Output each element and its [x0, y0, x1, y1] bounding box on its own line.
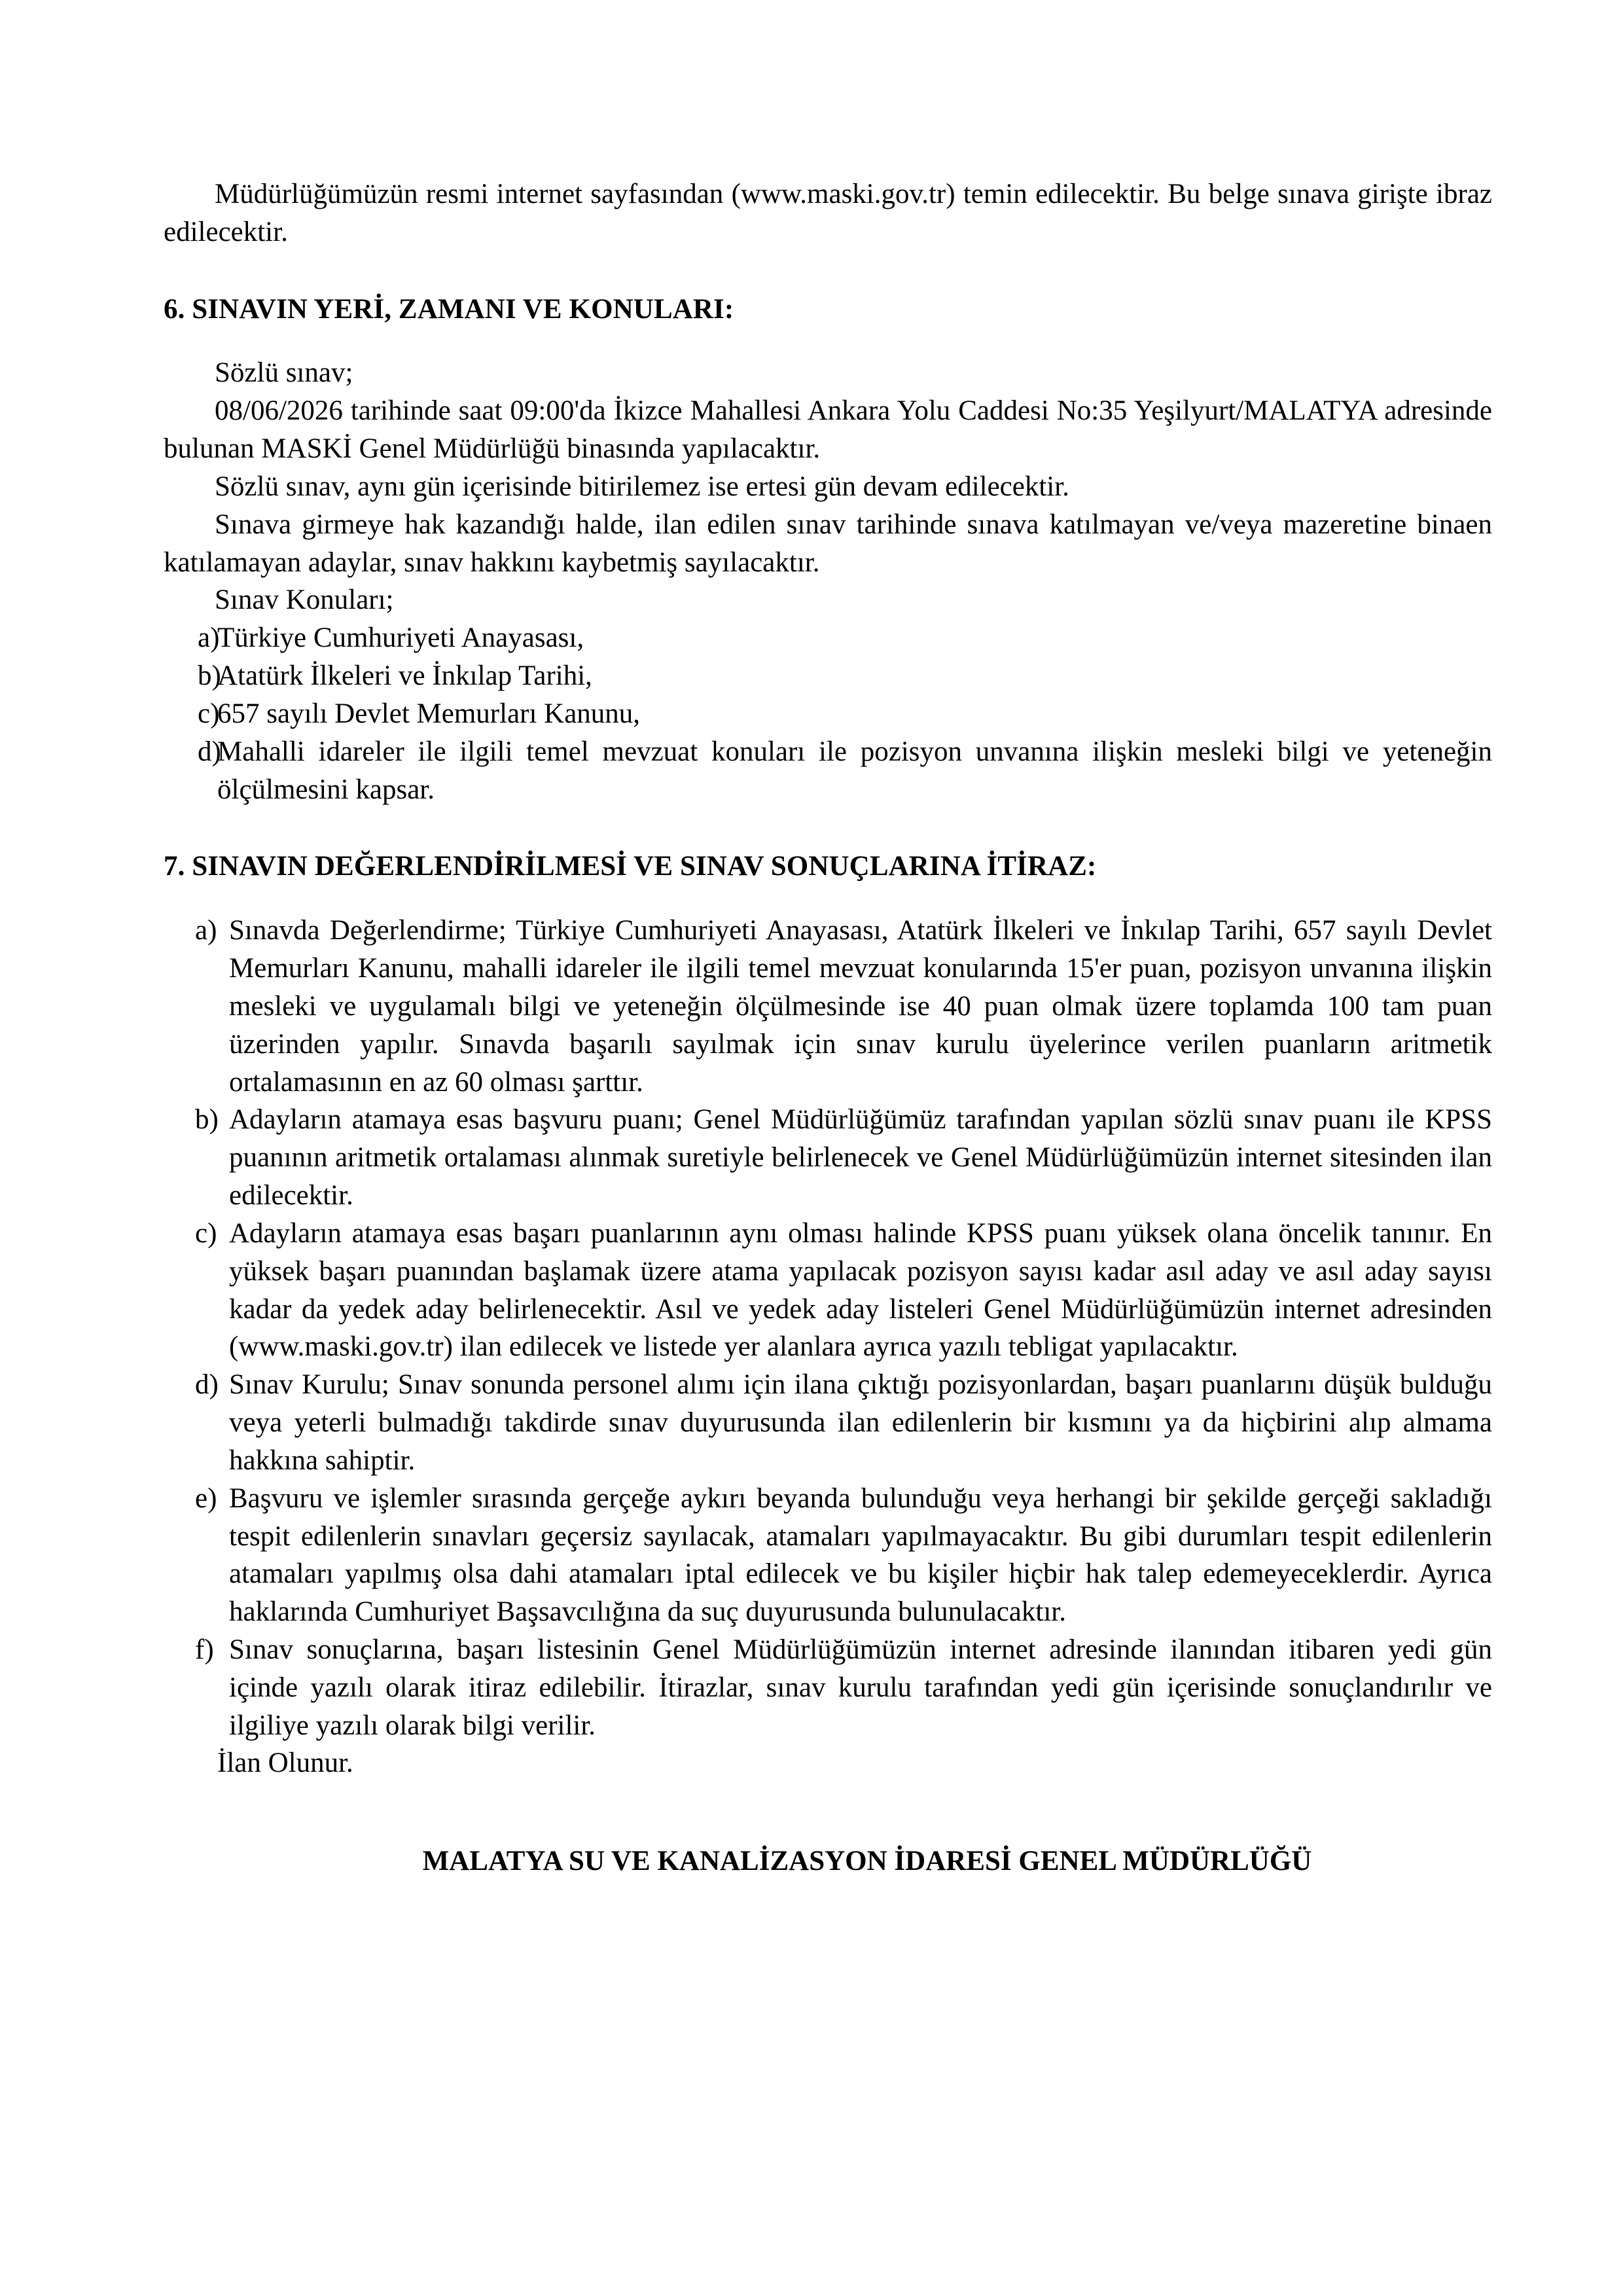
list-item — [164, 1101, 1492, 1214]
spacer — [164, 886, 1492, 912]
exam-datetime-paragraph: 08/06/2026 tarihinde saat 09:00'da İkizce Mahallesi Ankara Yolu Caddesi No:35 Yeşilyurt/MALATYA adresinde bulunan MASKİ Genel Müdürlüğü binasında yapılacaktır. — [164, 395, 1492, 465]
list-item-text: Sınavda Değerlendirme; Türkiye Cumhuriyeti Anayasası, Atatürk İlkeleri ve İnkılap Tarihi, 657 sayılı Devlet Memurları Kanunu, mahalli idareler ile ilgili temel mevzuat konularında 15'er puan, pozisyon unvanına ilişkin mesleki ve uygulamalı bilgi ve yeteneğin ölçülmesinde ise 40 puan olmak üzere toplamda 100 tam puan üzerinden yapılır. Sınavda başarılı sayılmak için sınav kurulu üyelerince verilen puanların aritmetik ortalamasının en az 60 olması şarttır. — [229, 915, 1492, 1098]
document-content — [164, 175, 1492, 1880]
list-item-text: Başvuru ve işlemler sırasında gerçeğe aykırı beyanda bulunduğu veya herhangi bir şekilde gerçeği sakladığı tespit edilenlerin sınavları geçersiz sayılacak, atamaları yapılmayacaktır. Bu gibi durumları tespit edilenlerin atamaları yapılmış olsa dahi atamaları iptal edilecek ve bu kişiler hiçbir hak talep edemeyeceklerdir. Ayrıca haklarında Cumhuriyet Başsavcılığına da suç duyurusunda bulunulacaktır. — [229, 1482, 1492, 1628]
list-item-text: 657 sayılı Devlet Memurları Kanunu, — [217, 698, 641, 729]
closing-statement: İlan Olunur. — [217, 1748, 353, 1779]
list-marker: b) — [195, 1104, 219, 1136]
list-marker: b) — [198, 660, 221, 692]
list-item — [164, 1631, 1492, 1744]
list-item — [164, 912, 1492, 1101]
spacer — [164, 328, 1492, 354]
exam-absence-paragraph: Sınava girmeye hak kazandığı halde, ilan edilen sınav tarihinde sınava katılmayan ve/veya mazeretine binaen katılamayan adaylar, sınav hakkını kaybetmiş sayılacaktır. — [164, 509, 1492, 578]
list-item — [164, 1215, 1492, 1366]
list-item — [164, 619, 1492, 657]
evaluation-items-list — [164, 912, 1492, 1744]
list-item — [164, 657, 1492, 695]
list-item-text: Adayların atamaya esas başarı puanlarının aynı olması halinde KPSS puanı yüksek olana öncelik tanınır. En yüksek başarı puanından başlamak üzere atama yapılacak pozisyon sayısı kadar asıl aday ve asıl aday sayısı kadar da yedek aday belirlenecektir. Asıl ve yedek aday listeleri Genel Müdürlüğümüzün internet adresinden (www.maski.gov.tr) ilan edilecek ve listede yer alanlara ayrıca yazılı tebligat yapılacaktır. — [229, 1217, 1492, 1363]
list-marker: a) — [198, 622, 220, 654]
list-marker: c) — [198, 698, 220, 729]
exam-topics-label: Sınav Konuları; — [215, 584, 394, 616]
list-marker: d) — [198, 736, 221, 767]
footer-organization: MALATYA SU VE KANALİZASYON İDARESİ GENEL MÜDÜRLÜĞÜ — [422, 1846, 1312, 1877]
list-item — [164, 733, 1492, 809]
section-7-heading-wrapper — [164, 848, 1492, 886]
list-item-text: Atatürk İlkeleri ve İnkılap Tarihi, — [217, 660, 592, 692]
exam-topics-list — [164, 619, 1492, 808]
list-item — [164, 1366, 1492, 1479]
list-item-text: Türkiye Cumhuriyeti Anayasası, — [217, 622, 584, 654]
intro-paragraph: Müdürlüğümüzün resmi internet sayfasından (www.maski.gov.tr) temin edilecektir. Bu belge sınava girişte ibraz edilecektir. — [164, 179, 1492, 247]
oral-exam-label: Sözlü sınav; — [215, 357, 353, 389]
section-6-heading-wrapper — [164, 291, 1492, 329]
spacer — [164, 251, 1492, 291]
list-item — [164, 695, 1492, 733]
section-7-heading: 7. SINAVIN DEĞERLENDİRİLMESİ VE SINAV SONUÇLARINA İTİRAZ: — [164, 851, 1097, 882]
list-marker: e) — [195, 1482, 217, 1514]
list-item — [164, 1480, 1492, 1631]
list-marker: a) — [195, 915, 217, 946]
exam-continuation-paragraph: Sözlü sınav, aynı gün içerisinde bitirilemez ise ertesi gün devam edilecektir. — [215, 471, 1069, 502]
list-item-text: Mahalli idareler ile ilgili temel mevzuat konuları ile pozisyon unvanına ilişkin mesleki bilgi ve yeteneğin ölçülmesini kapsar. — [217, 736, 1492, 805]
list-marker: c) — [195, 1217, 217, 1249]
list-item-text: Adayların atamaya esas başvuru puanı; Genel Müdürlüğümüz tarafından yapılan sözlü sınav puanı ile KPSS puanının aritmetik ortalaması alınmak suretiyle belirlenecek ve Genel Müdürlüğümüzün internet sitesinden ilan edilecektir. — [229, 1104, 1492, 1211]
list-marker: f) — [195, 1634, 214, 1665]
list-marker: d) — [195, 1369, 219, 1401]
list-item-text: Sınav Kurulu; Sınav sonunda personel alımı için ilana çıktığı pozisyonlardan, başarı puanlarını düşük bulduğu veya yeterli bulmadığı takdirde sınav duyurusunda ilan edilenlerin bir kısmını ya da hiçbirini alıp almama hakkına sahiptir. — [229, 1369, 1492, 1476]
list-item-text: Sınav sonuçlarına, başarı listesinin Genel Müdürlüğümüzün internet adresinde ilanından itibaren yedi gün içinde yazılı olarak itiraz edilebilir. İtirazlar, sınav kurulu tarafından yedi gün içerisinde sonuçlandırılır ve ilgiliye yazılı olarak bilgi verilir. — [229, 1634, 1492, 1741]
spacer — [164, 808, 1492, 848]
section-6-heading: 6. SINAVIN YERİ, ZAMANI VE KONULARI: — [164, 293, 734, 325]
